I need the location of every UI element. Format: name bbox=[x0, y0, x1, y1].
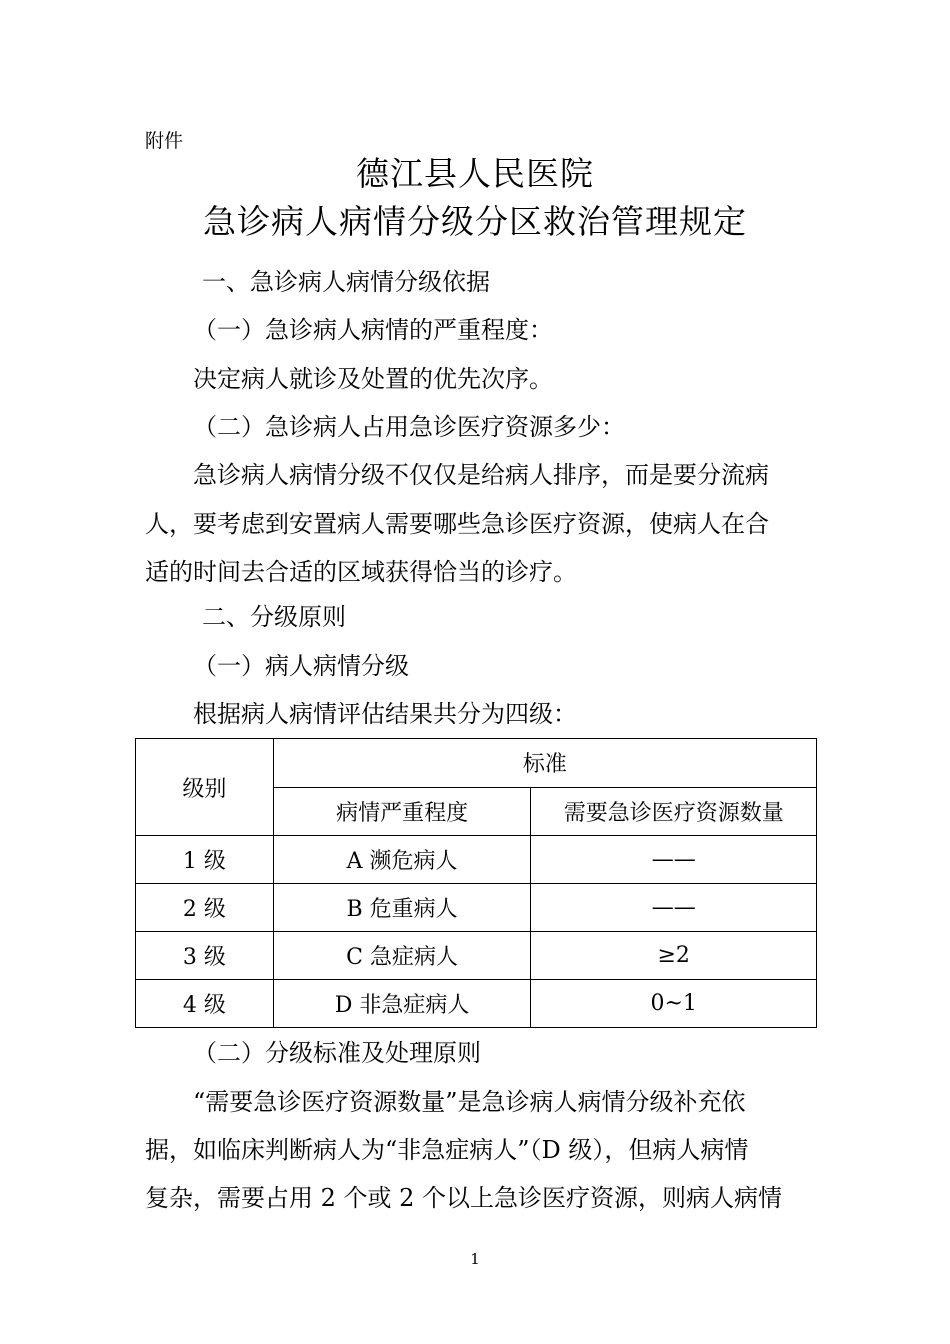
paragraph-supplement-line1: “需要急诊医疗资源数量”是急诊病人病情分级补充依 bbox=[193, 1088, 746, 1116]
cell-level: 4 级 bbox=[136, 980, 274, 1028]
header-standard: 标准 bbox=[273, 739, 816, 788]
section-heading-2: 二、分级原则 bbox=[202, 603, 346, 631]
subsection-heading-1-1: （一）急诊病人病情的严重程度： bbox=[193, 316, 553, 344]
page-number: 1 bbox=[470, 1250, 480, 1268]
cell-severity: A 濒危病人 bbox=[273, 836, 531, 884]
cell-resources: —— bbox=[531, 836, 817, 884]
header-severity: 病情严重程度 bbox=[273, 787, 531, 836]
paragraph-triage-line3: 适的时间去合适的区域获得恰当的诊疗。 bbox=[145, 558, 577, 586]
title-regulation: 急诊病人病情分级分区救治管理规定 bbox=[203, 202, 747, 241]
cell-severity: D 非急症病人 bbox=[273, 980, 531, 1028]
grading-table bbox=[135, 738, 817, 1028]
cell-severity: B 危重病人 bbox=[273, 884, 531, 932]
subsection-heading-1-2: （二）急诊病人占用急诊医疗资源多少： bbox=[193, 413, 625, 441]
cell-level: 1 级 bbox=[136, 836, 274, 884]
paragraph-four-levels: 根据病人病情评估结果共分为四级： bbox=[193, 700, 577, 728]
section-heading-1: 一、急诊病人病情分级依据 bbox=[202, 268, 490, 296]
table-row bbox=[136, 836, 817, 884]
paragraph-triage-line1: 急诊病人病情分级不仅仅是给病人排序，而是要分流病 bbox=[193, 461, 769, 489]
attachment-label: 附件 bbox=[145, 130, 184, 152]
header-resources: 需要急诊医疗资源数量 bbox=[531, 787, 817, 836]
cell-resources: —— bbox=[531, 884, 817, 932]
table-header-row bbox=[136, 739, 817, 788]
table-row bbox=[136, 932, 817, 980]
paragraph-priority: 决定病人就诊及处置的优先次序。 bbox=[193, 365, 553, 393]
cell-resources: ≥2 bbox=[531, 932, 817, 980]
cell-severity: C 急症病人 bbox=[273, 932, 531, 980]
header-level: 级别 bbox=[136, 739, 274, 836]
cell-resources: 0~1 bbox=[531, 980, 817, 1028]
paragraph-triage-line2: 人，要考虑到安置病人需要哪些急诊医疗资源，使病人在合 bbox=[145, 510, 769, 538]
cell-level: 3 级 bbox=[136, 932, 274, 980]
cell-level: 2 级 bbox=[136, 884, 274, 932]
paragraph-supplement-line3: 复杂，需要占用 2 个或 2 个以上急诊医疗资源，则病人病情 bbox=[145, 1184, 783, 1212]
table-row bbox=[136, 884, 817, 932]
title-hospital: 德江县人民医院 bbox=[356, 154, 594, 193]
subsection-heading-2-2: （二）分级标准及处理原则 bbox=[193, 1039, 481, 1067]
subsection-heading-2-1: （一）病人病情分级 bbox=[193, 652, 409, 680]
table-row bbox=[136, 980, 817, 1028]
paragraph-supplement-line2: 据，如临床判断病人为“非急症病人”（D 级），但病人病情 bbox=[145, 1136, 749, 1164]
